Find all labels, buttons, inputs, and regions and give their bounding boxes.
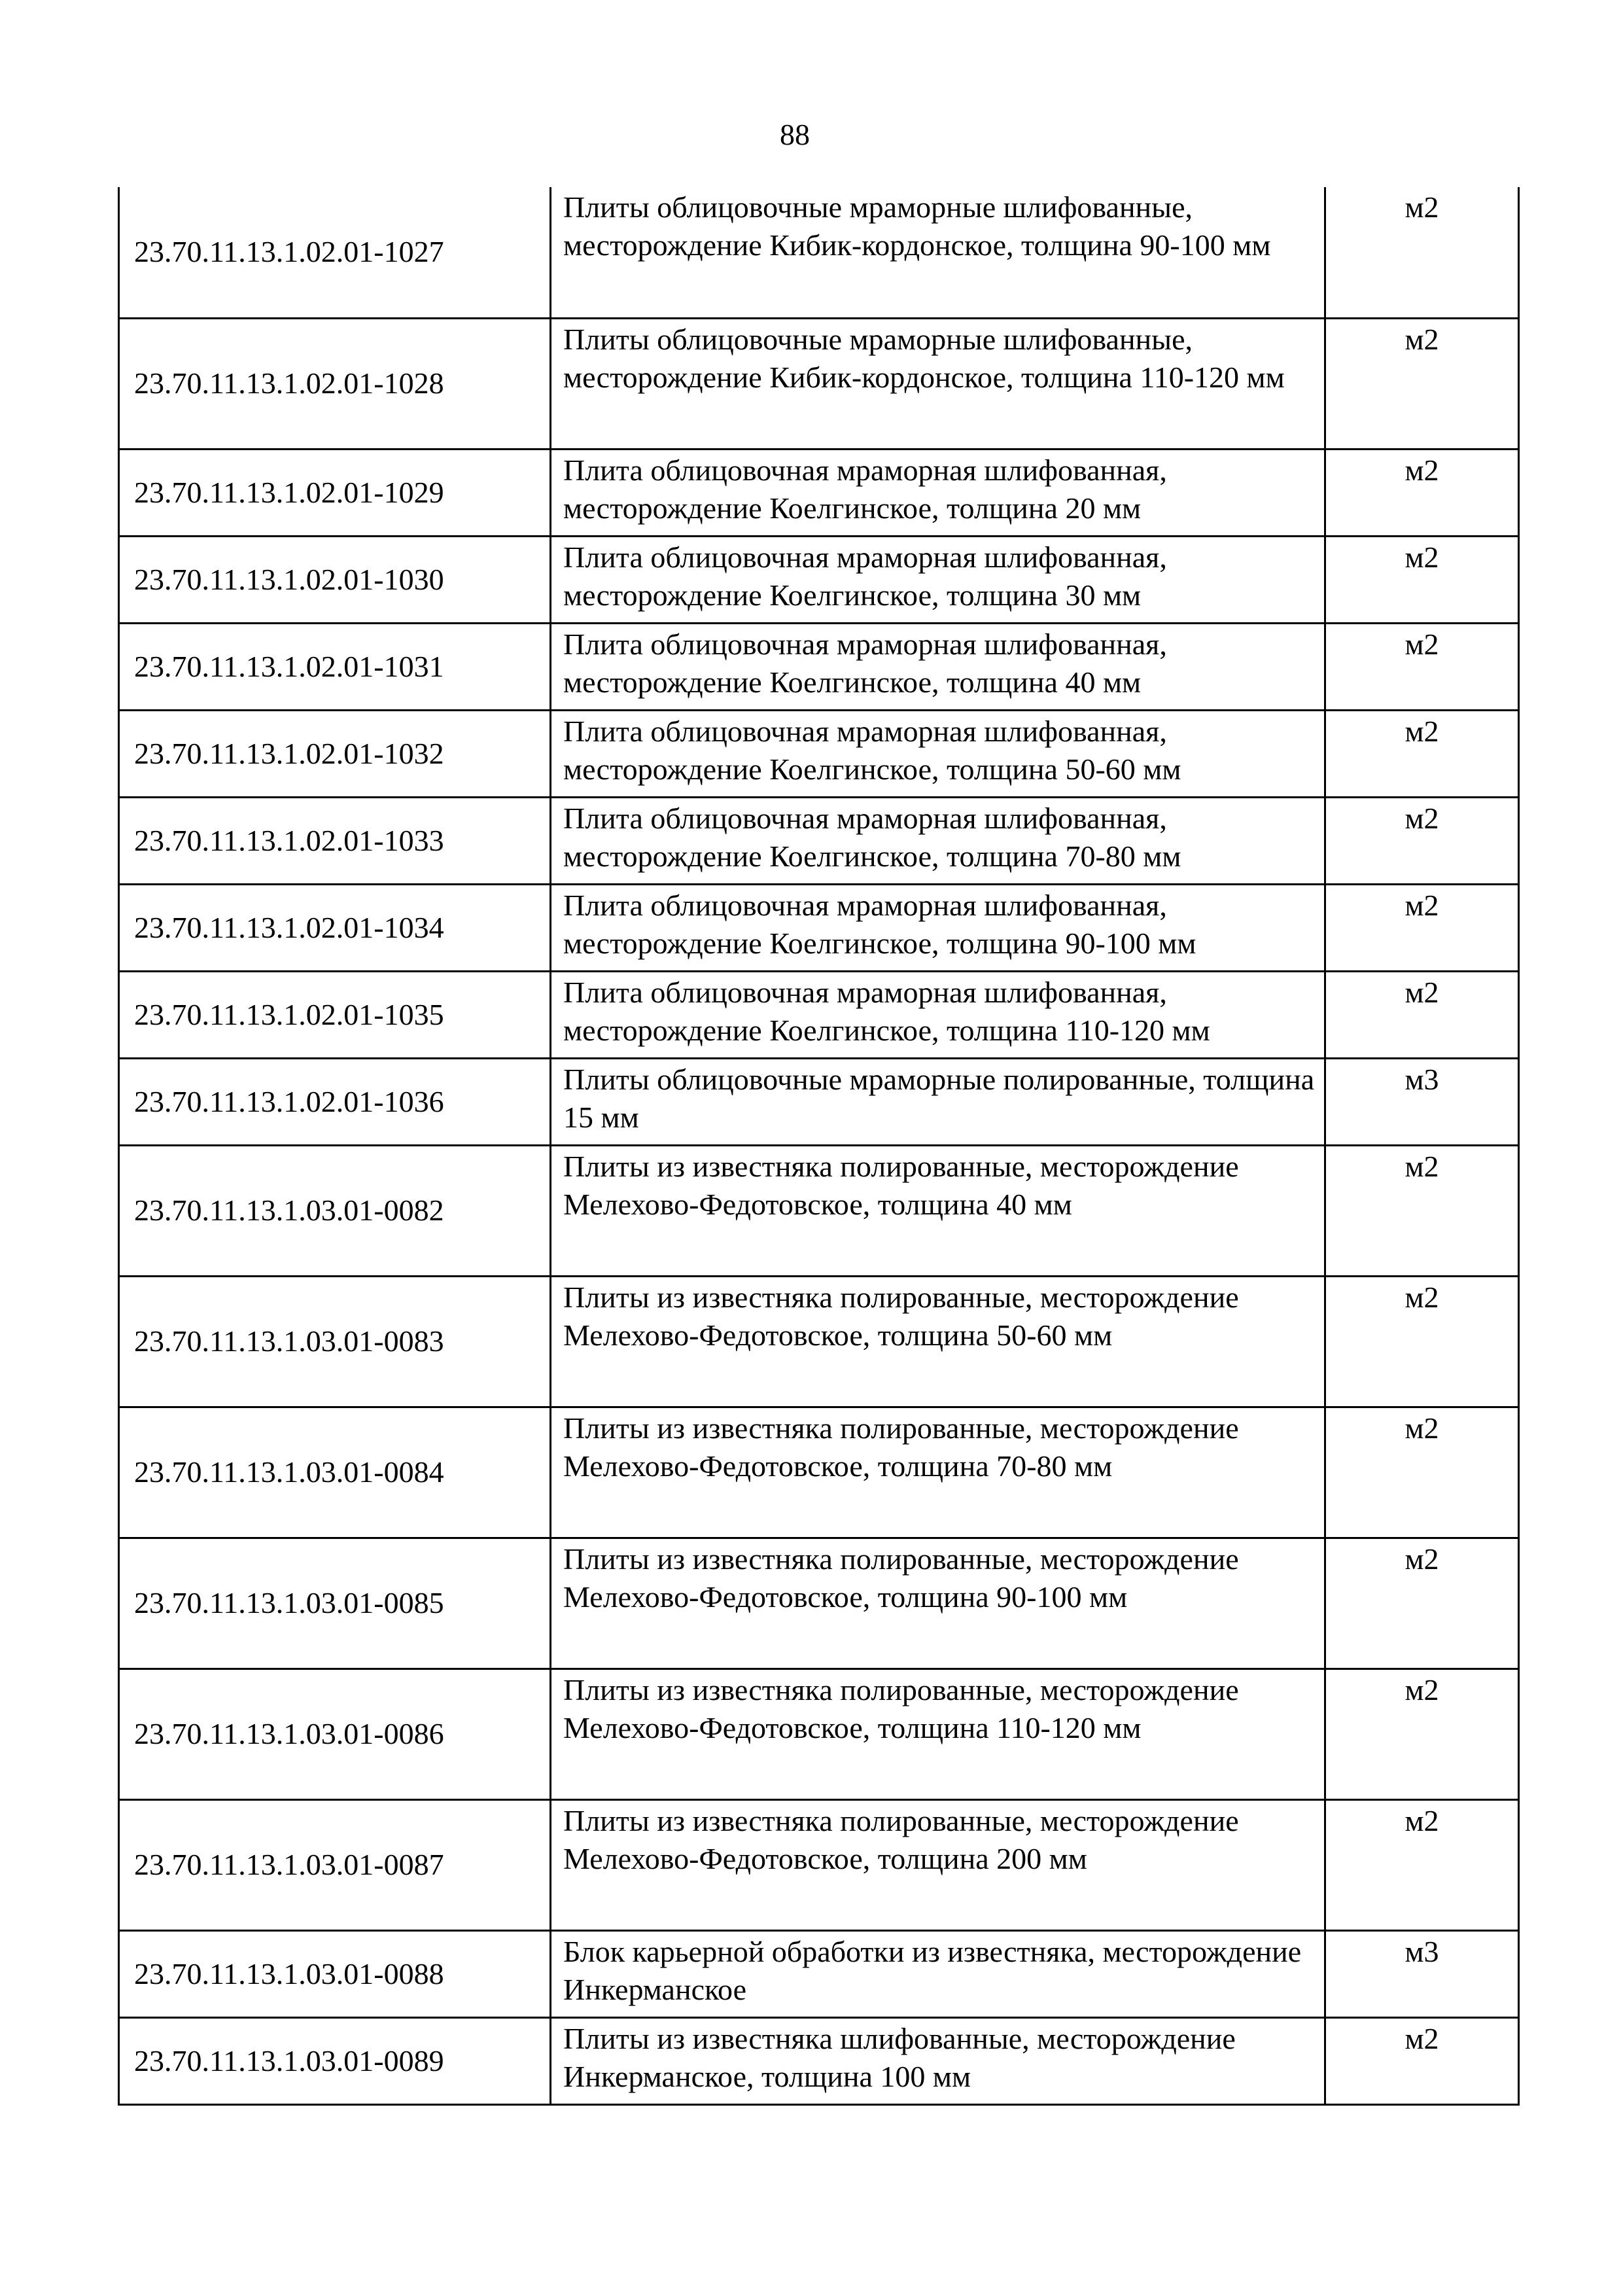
material-unit: м2 — [1325, 797, 1519, 884]
material-unit: м2 — [1325, 884, 1519, 971]
material-unit: м2 — [1325, 187, 1519, 318]
material-unit: м3 — [1325, 1058, 1519, 1145]
material-name: Плиты из известняка полированные, месторождение Мелехово-Федотовское, толщина 90-100 мм — [551, 1538, 1325, 1669]
material-unit: м2 — [1325, 623, 1519, 710]
material-code: 23.70.11.13.1.03.01-0082 — [119, 1145, 551, 1276]
material-name: Плиты облицовочные мраморные шлифованные, месторождение Кибик-кордонское, толщина 110-120 мм — [551, 318, 1325, 449]
material-name: Плита облицовочная мраморная шлифованная, месторождение Коелгинское, толщина 70-80 мм — [551, 797, 1325, 884]
table-row — [119, 1799, 1519, 1930]
material-code: 23.70.11.13.1.02.01-1034 — [119, 884, 551, 971]
material-unit: м2 — [1325, 710, 1519, 797]
material-code: 23.70.11.13.1.03.01-0089 — [119, 2017, 551, 2104]
material-name: Плита облицовочная мраморная шлифованная, месторождение Коелгинское, толщина 110-120 мм — [551, 971, 1325, 1058]
material-code: 23.70.11.13.1.02.01-1033 — [119, 797, 551, 884]
material-unit: м3 — [1325, 1930, 1519, 2017]
table-row — [119, 1145, 1519, 1276]
table-row — [119, 449, 1519, 536]
page-number: 88 — [780, 118, 810, 151]
material-unit: м2 — [1325, 2017, 1519, 2104]
material-unit: м2 — [1325, 1407, 1519, 1538]
material-unit: м2 — [1325, 449, 1519, 536]
material-name: Блок карьерной обработки из известняка, месторождение Инкерманское — [551, 1930, 1325, 2017]
material-code: 23.70.11.13.1.03.01-0086 — [119, 1669, 551, 1799]
materials-table — [118, 187, 1520, 2106]
material-unit: м2 — [1325, 1799, 1519, 1930]
table-row — [119, 1930, 1519, 2017]
material-name: Плита облицовочная мраморная шлифованная, месторождение Коелгинское, толщина 20 мм — [551, 449, 1325, 536]
material-code: 23.70.11.13.1.03.01-0083 — [119, 1276, 551, 1407]
material-code: 23.70.11.13.1.02.01-1027 — [119, 187, 551, 318]
table-row — [119, 1058, 1519, 1145]
material-unit: м2 — [1325, 536, 1519, 623]
table-row — [119, 1538, 1519, 1669]
material-code: 23.70.11.13.1.02.01-1030 — [119, 536, 551, 623]
table-row — [119, 318, 1519, 449]
material-code: 23.70.11.13.1.03.01-0084 — [119, 1407, 551, 1538]
material-name: Плита облицовочная мраморная шлифованная, месторождение Коелгинское, толщина 90-100 мм — [551, 884, 1325, 971]
table-row — [119, 623, 1519, 710]
material-unit: м2 — [1325, 1538, 1519, 1669]
table-row — [119, 2017, 1519, 2104]
table-row — [119, 1669, 1519, 1799]
material-name: Плиты из известняка полированные, месторождение Мелехово-Федотовское, толщина 50-60 мм — [551, 1276, 1325, 1407]
table-row — [119, 884, 1519, 971]
table-row — [119, 797, 1519, 884]
material-name: Плиты из известняка шлифованные, месторождение Инкерманское, толщина 100 мм — [551, 2017, 1325, 2104]
material-code: 23.70.11.13.1.02.01-1032 — [119, 710, 551, 797]
material-code: 23.70.11.13.1.02.01-1035 — [119, 971, 551, 1058]
table-row — [119, 971, 1519, 1058]
material-code: 23.70.11.13.1.03.01-0085 — [119, 1538, 551, 1669]
material-name: Плиты из известняка полированные, месторождение Мелехово-Федотовское, толщина 200 мм — [551, 1799, 1325, 1930]
material-code: 23.70.11.13.1.03.01-0087 — [119, 1799, 551, 1930]
material-code: 23.70.11.13.1.03.01-0088 — [119, 1930, 551, 2017]
material-name: Плиты облицовочные мраморные шлифованные, месторождение Кибик-кордонское, толщина 90-100 мм — [551, 187, 1325, 318]
table-row — [119, 1276, 1519, 1407]
table-row — [119, 1407, 1519, 1538]
material-unit: м2 — [1325, 971, 1519, 1058]
material-unit: м2 — [1325, 1276, 1519, 1407]
material-code: 23.70.11.13.1.02.01-1036 — [119, 1058, 551, 1145]
material-code: 23.70.11.13.1.02.01-1028 — [119, 318, 551, 449]
material-unit: м2 — [1325, 1145, 1519, 1276]
table-row — [119, 536, 1519, 623]
material-name: Плита облицовочная мраморная шлифованная, месторождение Коелгинское, толщина 30 мм — [551, 536, 1325, 623]
material-name: Плиты из известняка полированные, месторождение Мелехово-Федотовское, толщина 110-120 мм — [551, 1669, 1325, 1799]
material-name: Плита облицовочная мраморная шлифованная, месторождение Коелгинское, толщина 50-60 мм — [551, 710, 1325, 797]
material-name: Плиты облицовочные мраморные полированные, толщина 15 мм — [551, 1058, 1325, 1145]
material-code: 23.70.11.13.1.02.01-1031 — [119, 623, 551, 710]
material-name: Плиты из известняка полированные, месторождение Мелехово-Федотовское, толщина 40 мм — [551, 1145, 1325, 1276]
material-unit: м2 — [1325, 318, 1519, 449]
table-row — [119, 710, 1519, 797]
table-row — [119, 187, 1519, 318]
material-name: Плита облицовочная мраморная шлифованная, месторождение Коелгинское, толщина 40 мм — [551, 623, 1325, 710]
material-code: 23.70.11.13.1.02.01-1029 — [119, 449, 551, 536]
material-name: Плиты из известняка полированные, месторождение Мелехово-Федотовское, толщина 70-80 мм — [551, 1407, 1325, 1538]
material-unit: м2 — [1325, 1669, 1519, 1799]
